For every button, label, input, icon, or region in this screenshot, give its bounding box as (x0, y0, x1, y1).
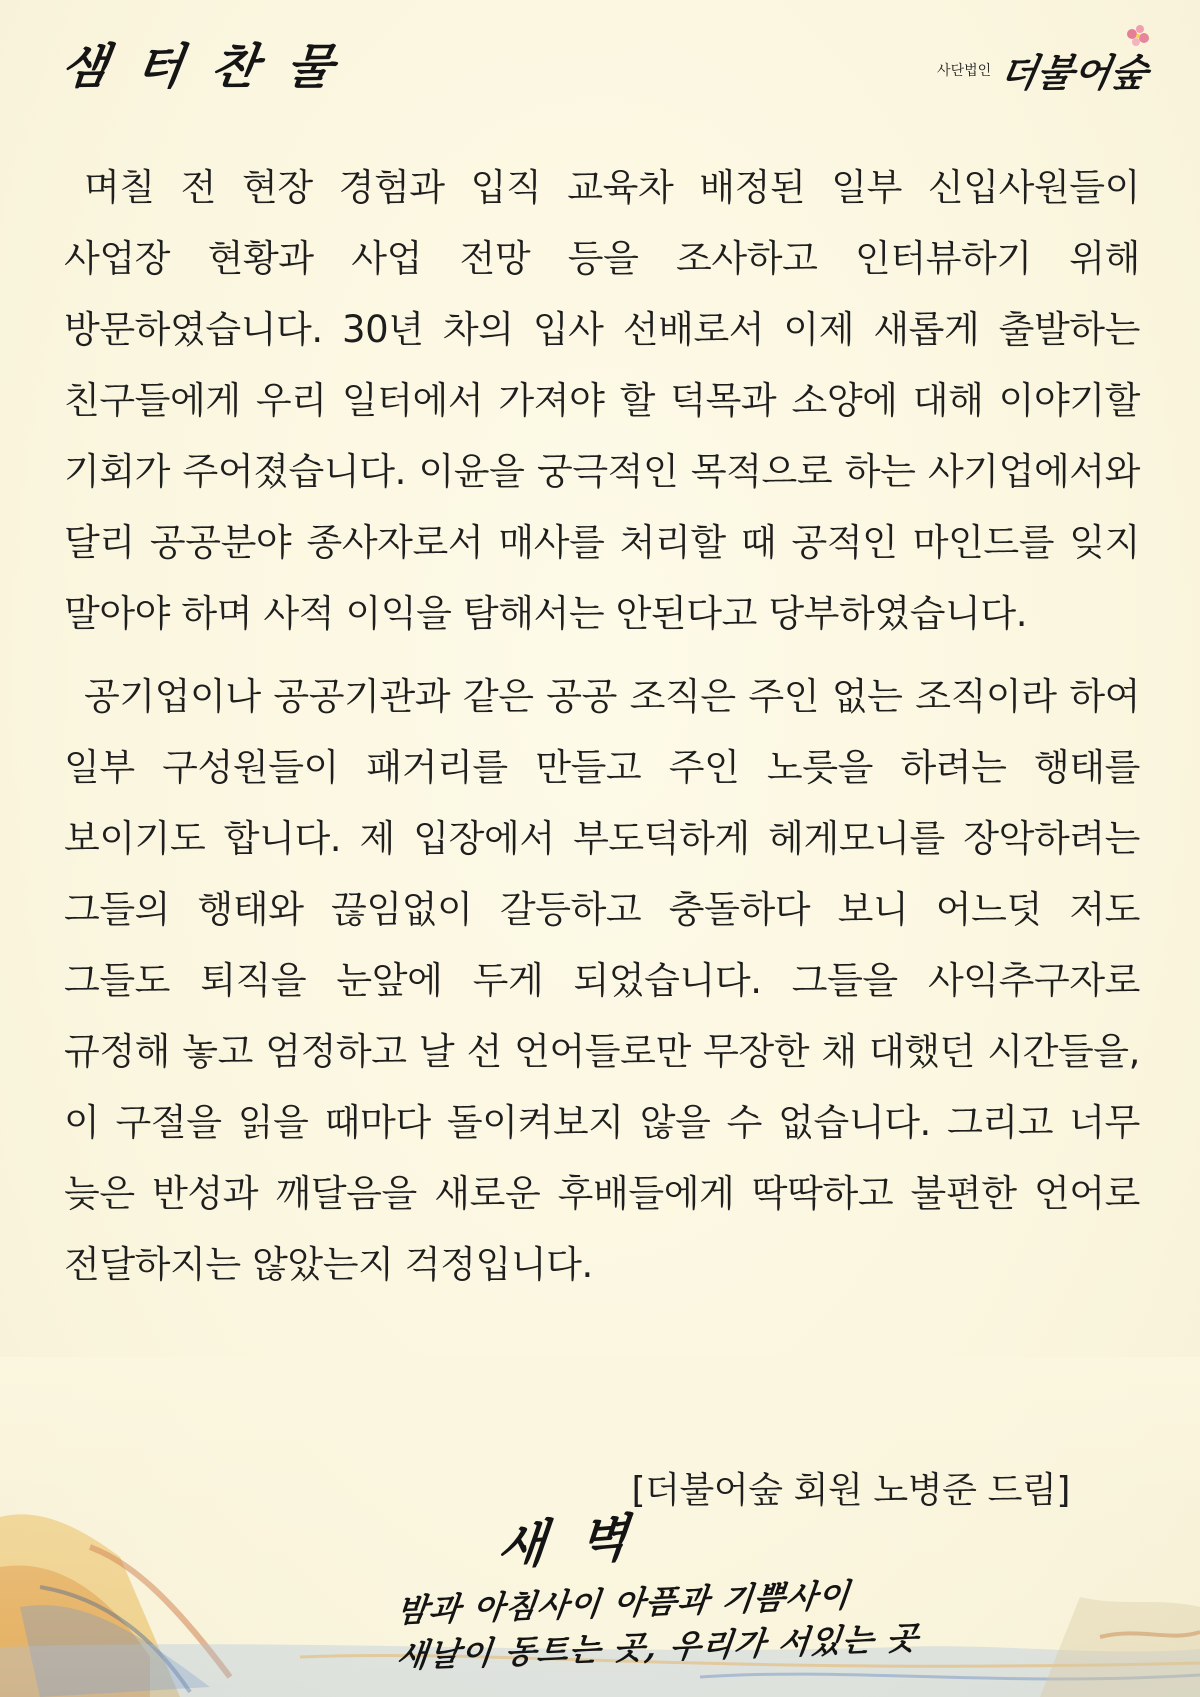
calligraphy-title: 새 벽 (494, 1506, 639, 1577)
column-title-logo: 샘 터 찬 물 (57, 39, 343, 95)
calligraphy-line-2: 새날이 동트는 곳, 우리가 서있는 곳 (394, 1618, 921, 1676)
corporation-label: 사단법인 (937, 62, 992, 79)
organization-logo (937, 42, 1152, 97)
essay-body (64, 152, 1140, 1312)
author-signature: [더불어숲 회원 노병준 드림] (631, 1470, 1070, 1511)
organization-name: 더불어숲 (996, 50, 1152, 95)
paragraph-2: 공기업이나 공공기관과 같은 공공 조직은 주인 없는 조직이라 하여 일부 구성원들이 패거리를 만들고 주인 노릇을 하려는 행태를 보이기도 합니다. 제 입장에서 부도덕하게 헤게모니를 장악하려는 그들의 행태와 끊임없이 갈등하고 충돌하다 보니 어느덧 저도 그들도 퇴직을 눈앞에 두게 되었습니다. 그들을 사익추구자로 규정해 놓고 엄정하고 날 선 언어들로만 무장한 채 대했던 시간들을, 이 구절을 읽을 때마다 돌이켜보지 않을 수 없습니다. 그리고 너무 늦은 반성과 깨달음을 새로운 후배들에게 딱딱하고 불편한 언어로 전달하지는 않았는지 걱정입니다. (64, 675, 1140, 1286)
paragraph-1: 며칠 전 현장 경험과 입직 교육차 배정된 일부 신입사원들이 사업장 현황과 사업 전망 등을 조사하고 인터뷰하기 위해 방문하였습니다. 30년 차의 입사 선배로서 이제 새롭게 출발하는 친구들에게 우리 일터에서 가져야 할 덕목과 소양에 대해 이야기할 기회가 주어졌습니다. 이윤을 궁극적인 목적으로 하는 사기업에서와 달리 공공분야 종사자로서 매사를 처리할 때 공적인 마인드를 잊지 말아야 하며 사적 이익을 탐해서는 안된다고 당부하였습니다. (64, 166, 1140, 635)
calligraphy-line-1: 밤과 아침사이 아픔과 기쁨사이 (394, 1576, 853, 1630)
